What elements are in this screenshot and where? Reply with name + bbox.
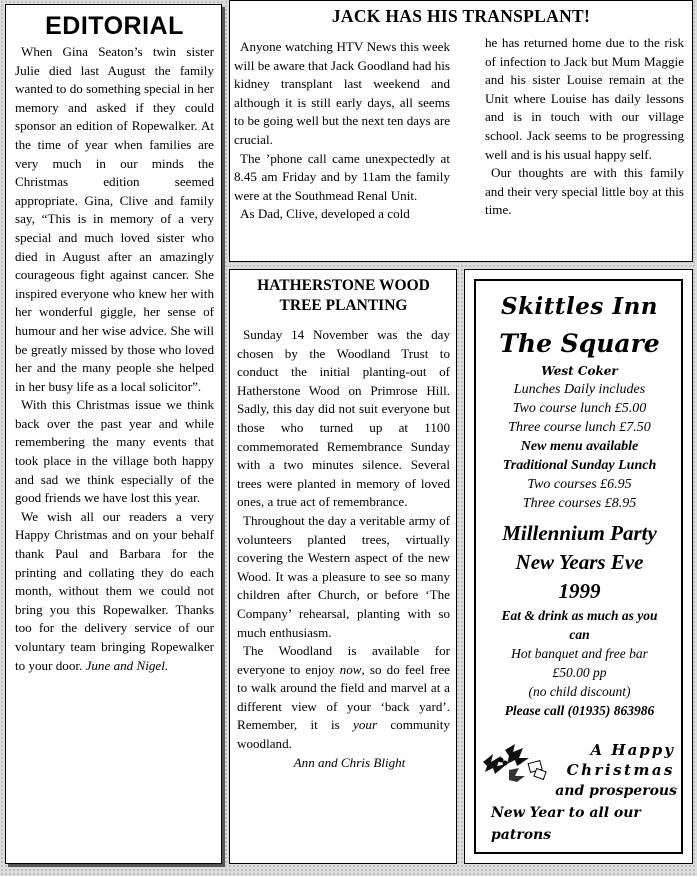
- editorial-box: [5, 4, 222, 864]
- ad-greeting-line-2: Christmas: [566, 761, 675, 779]
- tree-title-line-1: HATHERSTONE WOOD: [257, 277, 430, 294]
- tree-paragraph-1: Sunday 14 November was the day chosen by the Woodland Trust to conduct the initial planting-out of Hatherstone Wood on Primrose Hill. Sadly, this day did not suit everyone but those who turned up at 1100 commemorated Remembrance Sunday with a two minutes silence. Several trees were planted in memory of loved ones, a true act of remembrance.: [237, 327, 450, 510]
- editorial-paragraph-1: When Gina Seaton’s twin sister Julie died last August the family wanted to do something special in her memory and asked if they could sponsor an edition of Ropewalker. At the time of year when families are very much in our minds the Christmas edition seemed appropriate. Gina, Clive and family say, “This is in memory of a very special and much loved sister who died in August after an amazingly courageous fight against cancer. She inspired everyone who knew her with her wonderful giggle, her sense of humour and her wise advice. She will be greatly missed by those who loved her and the many people she helped in her busy life as a local solicitor”.: [15, 44, 214, 394]
- editorial-paragraph-2: With this Christmas issue we think back over the past year and while remembering the many events that took place in the village both happy and sad we think especially of the good friends we have lost this year.: [15, 397, 214, 506]
- ad-greeting-line-3: and prosperous: [555, 783, 677, 799]
- tree-title-line-2: TREE PLANTING: [279, 297, 408, 314]
- ad-inn-name: Skittles Inn: [500, 293, 659, 320]
- ad-no-child: (no child discount): [528, 684, 631, 699]
- ad-three-courses: Three courses £8.95: [522, 496, 637, 511]
- transplant-col1-paragraph-3: As Dad, Clive, developed a cold: [240, 206, 410, 222]
- editorial-title: EDITORIAL: [45, 12, 184, 40]
- transplant-col1-paragraph-2: The ’phone call came unexpectedly at 8.45 am Friday and by 11am the family were at the Southmead Renal Unit.: [234, 150, 450, 203]
- ad-sunday-lunch: Traditional Sunday Lunch: [502, 458, 657, 473]
- ad-lunches: Lunches Daily includes: [513, 382, 646, 397]
- ad-banquet: Hot banquet and free bar: [511, 646, 648, 661]
- ad-two-courses: Two courses £6.95: [527, 477, 632, 492]
- ad-two-course: Two course lunch £5.00: [512, 401, 647, 416]
- ad-place: West Coker: [541, 364, 618, 378]
- tree-paragraph-2: Throughout the day a veritable army of volunteers planted trees, virtually covering the Western aspect of the new Wood. It was a pleasure to see so many children after Church, or before ‘The Company’ rehearsal, planting with so much enthusiasm.: [237, 512, 450, 640]
- transplant-column-2: [485, 34, 684, 220]
- ad-greeting-line-1: A Happy: [590, 741, 675, 759]
- editorial-signature: June and Nigel.: [85, 657, 169, 673]
- tree-planting-box: [229, 269, 457, 864]
- transplant-col2-paragraph-1: he has returned home due to the risk of infection to Jack but Mum Maggie and his sister Louise remain at the Unit where Louise has daily lessons and is in touch with our village school. Jack seems to be progressing well and is his usual happy self.: [485, 35, 684, 162]
- ad-square: The Square: [499, 329, 660, 358]
- ad-phone: Please call (01935) 863986: [504, 703, 655, 718]
- tree-paragraph-3-your: your: [353, 717, 378, 733]
- editorial-body: [15, 43, 214, 675]
- tree-paragraph-3-c: community woodland.: [237, 717, 450, 752]
- ad-greeting: [491, 740, 681, 846]
- editorial-paragraph-3-text: We wish all our readers a very Happy Christmas and on your behalf thank Paul and Barbara for the printing and collating they do each month, without them we could not bring you this Ropewalker. Thanks too for the delivery service of our voluntary team bringing Ropewalker to your door.: [15, 508, 214, 673]
- tree-paragraph-3-now: now: [339, 661, 362, 677]
- ad-price: £50.00 pp: [552, 665, 607, 680]
- ad-new-menu: New menu available: [520, 439, 639, 454]
- tree-body: [237, 326, 450, 772]
- tree-paragraph-3: [237, 642, 450, 754]
- ad-three-course: Three course lunch £7.50: [508, 420, 651, 435]
- tree-signature: Ann and Chris Blight: [293, 754, 406, 770]
- tree-paragraph-3-b: , so do feel free to walk around the field and marvel at a different view of your ‘back yard’. Remember, it is: [237, 661, 450, 733]
- ad-party-line-2: New Years Eve: [515, 550, 644, 574]
- ad-frame: [464, 269, 693, 864]
- transplant-title: JACK HAS HIS TRANSPLANT!: [331, 6, 591, 26]
- ad-content: [477, 292, 682, 720]
- transplant-box: [229, 0, 693, 262]
- ad-party-year: 1999: [558, 579, 601, 603]
- transplant-col1-paragraph-1: Anyone watching HTV News this week will be aware that Jack Goodland had his kidney transplant last weekend and although it is still early days, all seems to be going well but the next ten days are crucial.: [234, 39, 450, 147]
- editorial-paragraph-3: [15, 508, 214, 675]
- transplant-column-1: [234, 38, 450, 224]
- ad-eat-drink: Eat & drink as much as you can: [501, 608, 658, 642]
- ad-party-line-1: Millennium Party: [502, 521, 657, 545]
- ad-greeting-line-5: patrons: [491, 827, 552, 843]
- ad-greeting-line-4: New Year to all our: [491, 805, 641, 821]
- transplant-col2-paragraph-2: Our thoughts are with this family and their very special little boy at this time.: [485, 165, 684, 218]
- tree-paragraph-3-a: The Woodland is available for everyone to enjoy: [237, 643, 450, 677]
